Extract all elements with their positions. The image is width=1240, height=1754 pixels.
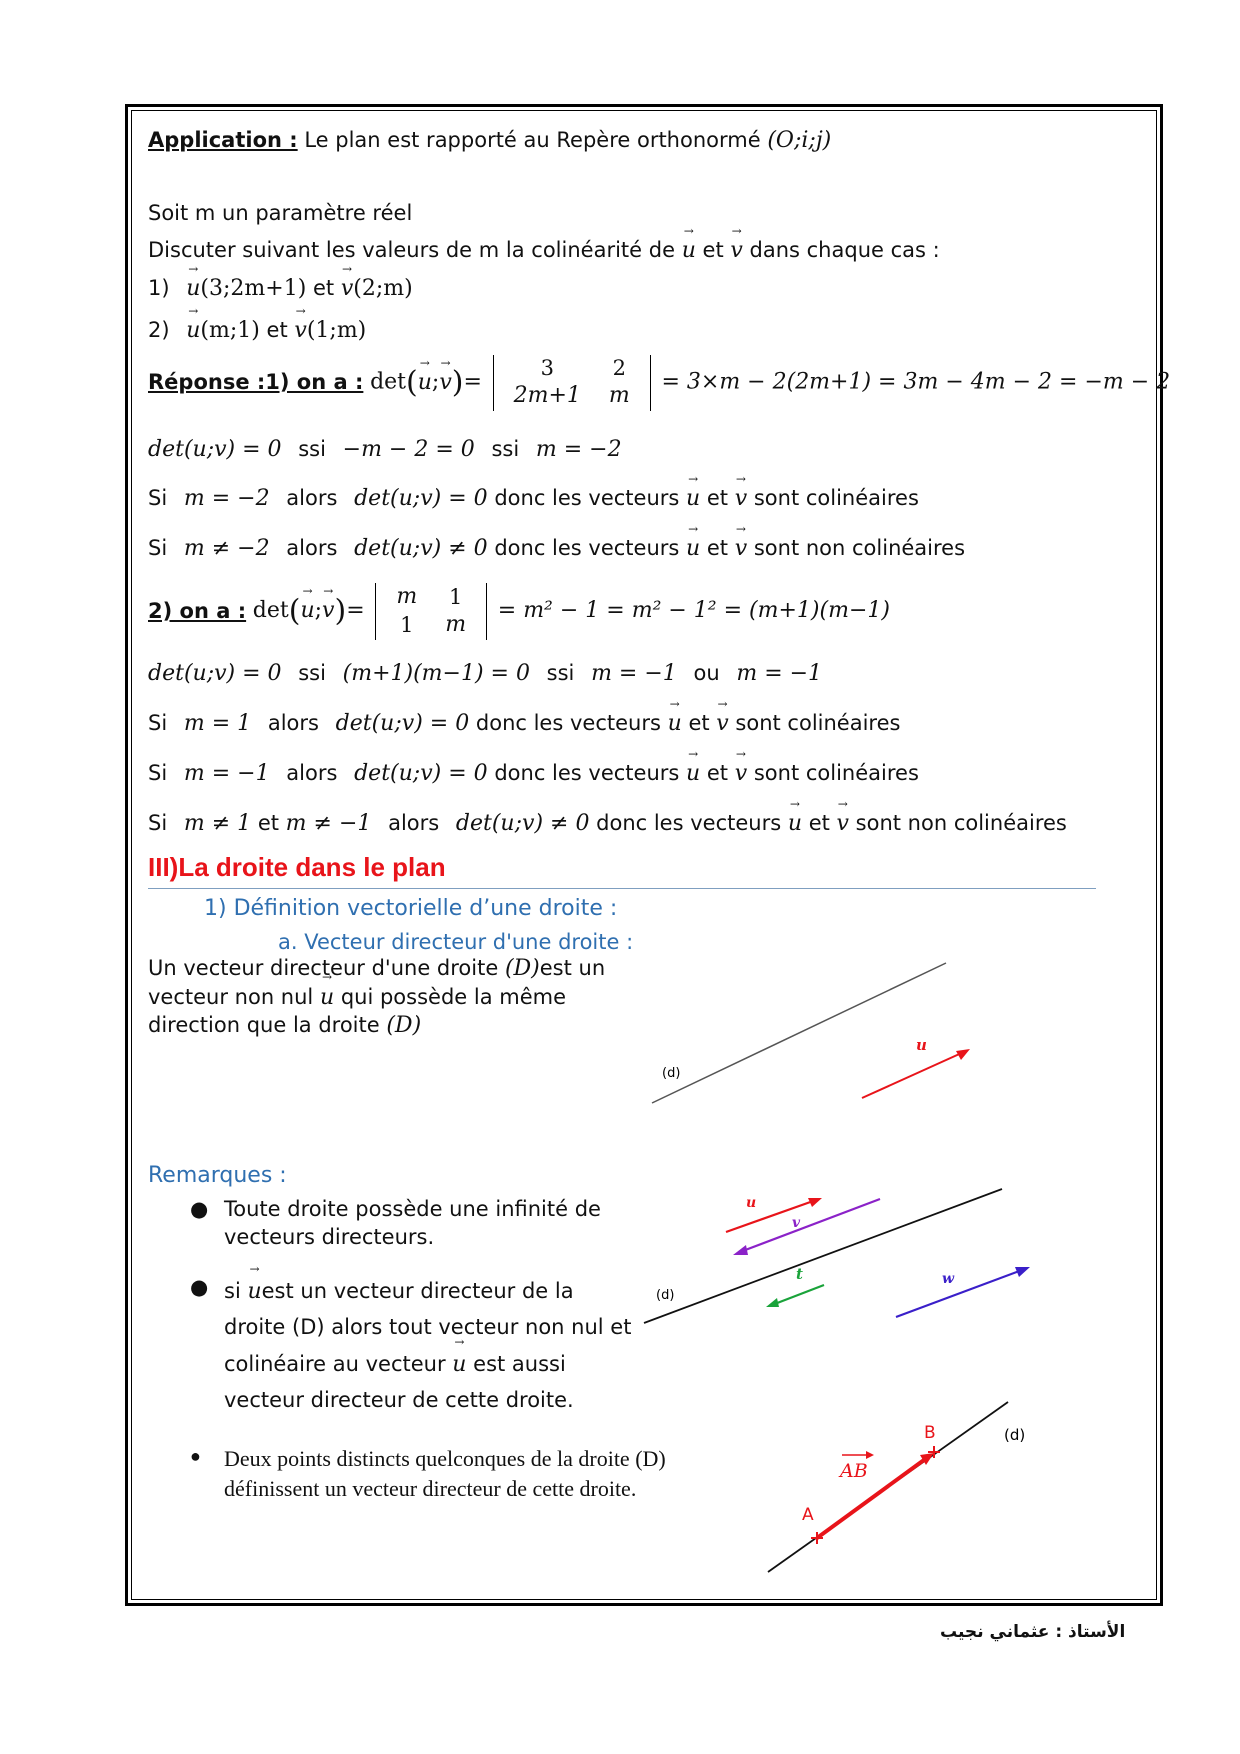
vector-w: [896, 1270, 1022, 1317]
point-b-label: B: [924, 1423, 936, 1443]
reponse-1-case-b: Si m ≠ −2 alors det(u;v) ≠ 0 donc les vecteurs → u et → v sont non colinéaires: [148, 536, 965, 562]
determinant-2: m 1 1 m: [375, 583, 487, 640]
application-label: Application :: [148, 128, 298, 152]
case-2: 2) → u(m;1) et → v(1;m): [148, 318, 366, 344]
d-label: (d): [662, 1066, 681, 1081]
svg-text:v: v: [792, 1215, 801, 1231]
section-title: III)La droite dans le plan: [148, 852, 446, 882]
reponse-2-case-a: Si m = 1 alors det(u;v) = 0 donc les vecteurs → u et → v sont colinéaires: [148, 711, 900, 737]
definition-paragraph: Un vecteur directeur d'une droite (D)est un vecteur non nul → u qui possède la même direction que la droite (D): [148, 955, 618, 1041]
remarques-title: Remarques :: [148, 1163, 287, 1188]
vector-ab: [817, 1457, 928, 1538]
reponse-1-condition: det(u;v) = 0 ssi −m − 2 = 0 ssi m = −2: [148, 437, 622, 462]
reponse-2-case-b: Si m = −1 alors det(u;v) = 0 donc les vecteurs → u et → v sont colinéaires: [148, 761, 919, 787]
application-line: [148, 128, 831, 154]
line-d: [652, 963, 946, 1103]
reponse-2-condition: det(u;v) = 0 ssi (m+1)(m−1) = 0 ssi m = −1 ou m = −1: [148, 661, 823, 686]
footer-author: الأستاذ : عثماني نجيب: [940, 1622, 1126, 1642]
determinant-1: 3 2 2m+1 m: [493, 355, 651, 411]
vector-t: [772, 1285, 824, 1305]
figure-ab-vector: [760, 1400, 1026, 1580]
vector-v: [740, 1199, 880, 1252]
section-rule: [148, 888, 1096, 889]
svg-text:t: t: [796, 1265, 803, 1283]
application-text: Le plan est rapporté au Repère orthonormé: [304, 128, 761, 152]
reponse-2-line: 2) on a : det(→ u;→ v)= m 1 1 m = m² − 1 = m² − 1² = (m+1)(m−1): [148, 583, 890, 640]
d-label: (d): [1004, 1426, 1026, 1444]
subsubsection-title: a. Vecteur directeur d'une droite :: [278, 930, 634, 954]
reponse-1-line: Réponse :1) on a : det(→ u;→ v)= 3 2 2m+1 m = 3×m − 2(2m+1) = 3m − 4m − 2 = −m − 2: [148, 355, 1170, 411]
repere: (O;i;j): [767, 128, 832, 153]
svg-text:w: w: [942, 1271, 955, 1287]
vector-u-label: u: [916, 1036, 927, 1054]
subsection-title: 1) Définition vectorielle d’une droite :: [204, 896, 618, 921]
figure-multiple-vectors: [640, 1185, 1010, 1345]
svg-text:u: u: [746, 1195, 757, 1211]
vector-u: [862, 1051, 966, 1098]
d-label: (d): [656, 1288, 675, 1303]
reponse-1-case-a: Si m = −2 alors det(u;v) = 0 donc les vecteurs → u et → v sont colinéaires: [148, 486, 919, 512]
intro-line-2: Discuter suivant les valeurs de m la colinéarité de → u et → v dans chaque cas :: [148, 238, 940, 264]
intro-line-1: Soit m un paramètre réel: [148, 201, 413, 225]
line-d: [644, 1189, 1002, 1323]
case-1: 1) → u(3;2m+1) et → v(2;m): [148, 276, 413, 302]
point-a-label: A: [802, 1505, 814, 1525]
figure-direction-vector: [640, 955, 970, 1125]
vector-ab-label: AB: [840, 1460, 868, 1482]
reponse-2-case-c: Si m ≠ 1 et m ≠ −1 alors det(u;v) ≠ 0 donc les vecteurs → u et → v sont non colinéaires: [148, 811, 1067, 837]
